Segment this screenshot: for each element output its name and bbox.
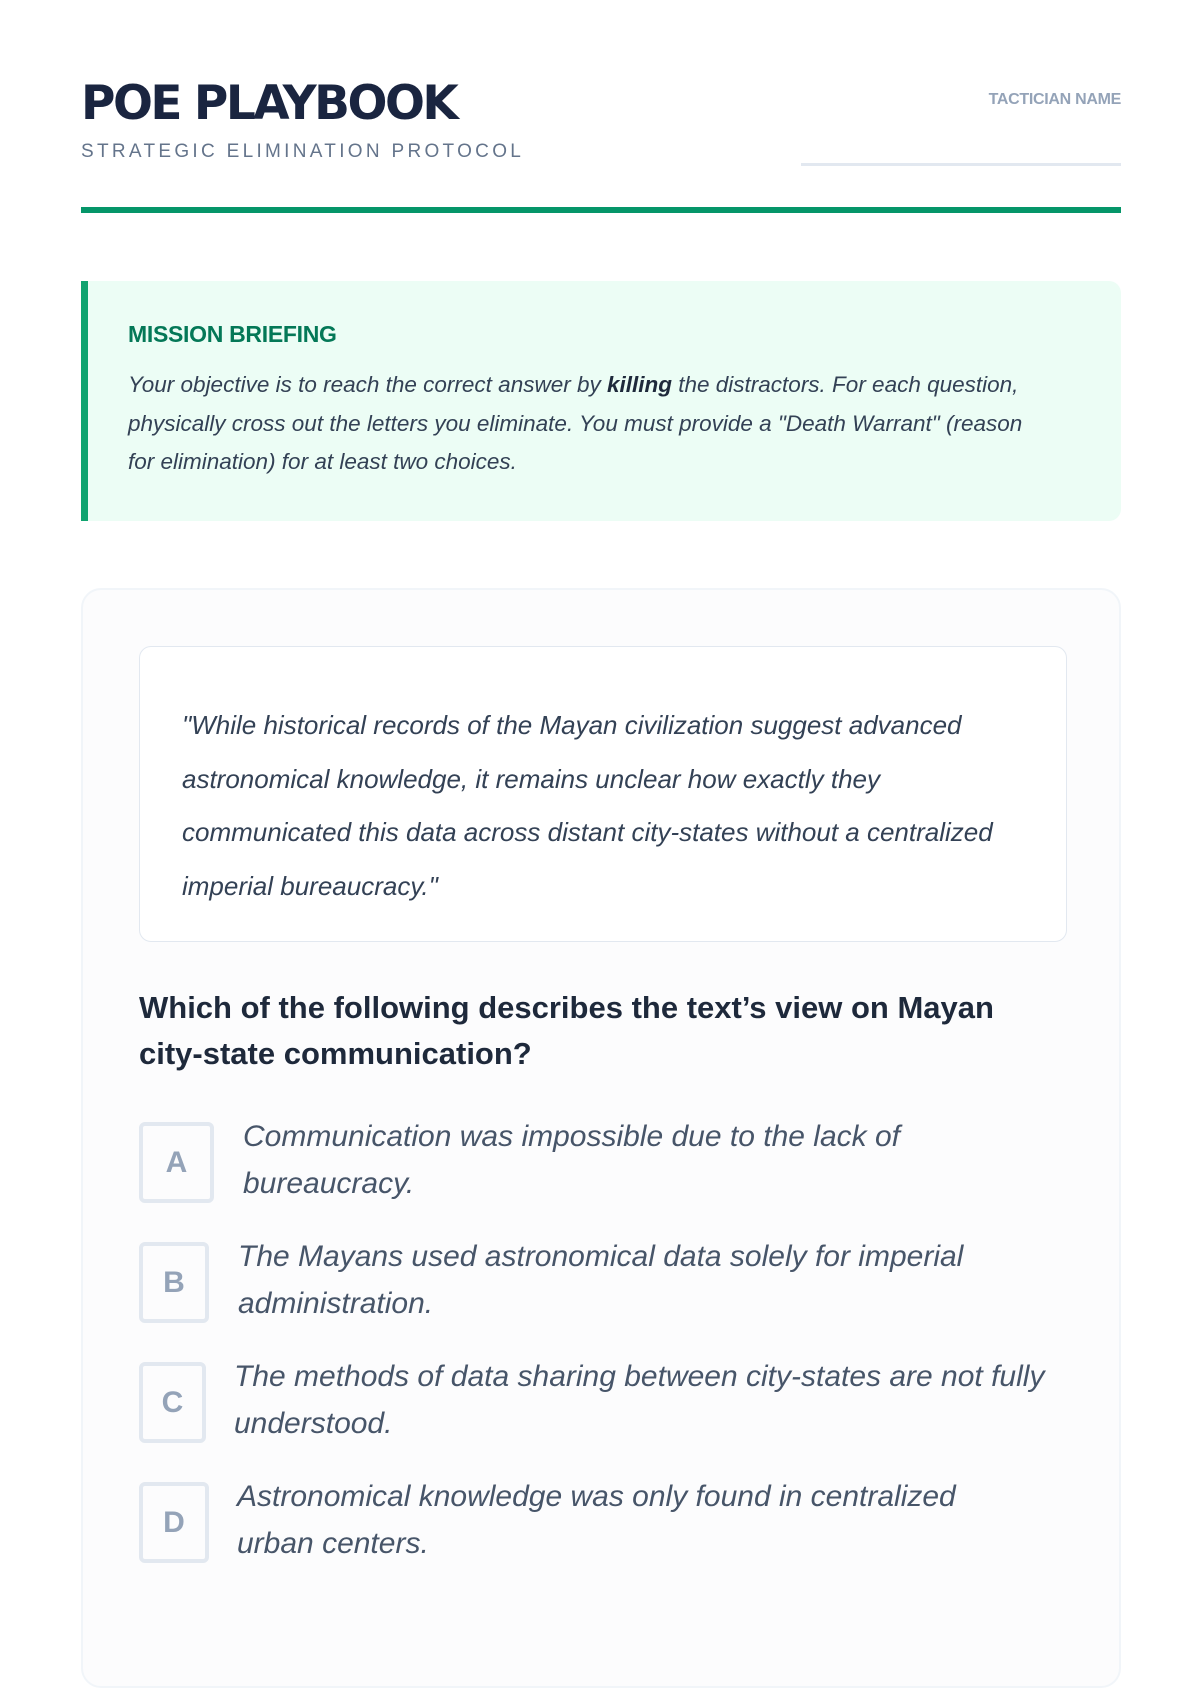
mission-briefing <box>81 281 1121 521</box>
briefing-text <box>128 366 1048 482</box>
briefing-emphasis: killing <box>606 372 672 397</box>
passage-text: "While historical records of the Mayan civilization suggest advanced astronomical knowledge, it remains unclear how exactly they communicated this data across distant city-states without a centralized imperial bureaucracy." <box>182 710 993 901</box>
question-card <box>81 588 1121 1688</box>
worksheet <box>81 0 1121 1560</box>
briefing-title: MISSION BRIEFING <box>128 321 337 347</box>
page-title: POE PLAYBOOK <box>81 76 457 131</box>
option-letter-box[interactable]: D <box>139 1482 209 1563</box>
option-text: The methods of data sharing between city-states are not fully understood. <box>234 1360 1045 1440</box>
header <box>81 0 1121 215</box>
option-letter-box[interactable]: B <box>139 1242 209 1323</box>
passage-box <box>139 646 1067 942</box>
header-divider <box>81 207 1121 213</box>
page-subtitle: STRATEGIC ELIMINATION PROTOCOL <box>81 141 525 162</box>
briefing-text-start: Your objective is to reach the correct answer by <box>128 372 607 397</box>
option-text: The Mayans used astronomical data solely for imperial administration. <box>238 1240 964 1320</box>
question-prompt: Which of the following describes the text’s view on Mayan city-state communication? <box>139 990 994 1071</box>
briefing-text-end: the distractors. For each question, physically cross out the letters you eliminate. You must provide a "Death Warrant" (reason for elimination) for at least two choices. <box>128 372 1023 474</box>
option-letter-box[interactable]: A <box>139 1122 214 1203</box>
option-text: Communication was impossible due to the lack of bureaucracy. <box>243 1120 900 1200</box>
tactician-name-field[interactable] <box>801 163 1121 166</box>
option-letter-box[interactable]: C <box>139 1362 206 1443</box>
option-text: Astronomical knowledge was only found in centralized urban centers. <box>237 1480 956 1560</box>
tactician-name-label: TACTICIAN NAME <box>988 91 1121 108</box>
